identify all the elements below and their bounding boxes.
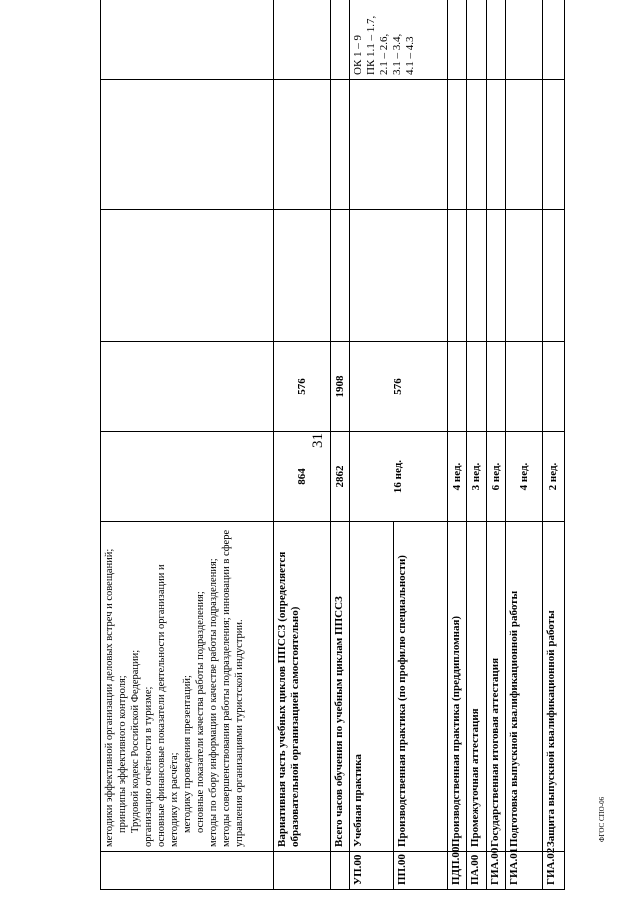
footer-code: ФГОС СПО-06: [598, 796, 606, 842]
curriculum-table: [100, 0, 565, 890]
knowledge-line: принципы эффективного контроля;: [117, 675, 128, 833]
table-row: [350, 0, 393, 890]
max-hours-cell: 864: [274, 432, 330, 522]
table-row: [447, 0, 467, 890]
code-cell: ГИА.01: [506, 852, 543, 890]
knowledge-line: методики эффективной организации деловых встреч и совещаний;: [104, 548, 115, 847]
code-cell: [274, 852, 330, 890]
code-cell: [330, 852, 350, 890]
name-cell: Вариативная часть учебных циклов ППССЗ (определяется образовательной организацией самостоятельно): [274, 522, 330, 852]
table-row: [486, 0, 506, 890]
name-cell: Производственная практика (по профилю специальности): [393, 522, 447, 852]
knowledge-line: основные финансовые показатели деятельности организации и методику их расчёта;: [156, 564, 180, 847]
table-row: [543, 0, 565, 890]
competencies-cell: ОК 1 – 9 ПК 1.1 – 1.7, 2.1 – 2.6, 3.1 – 3.4, 4.1 – 4.3: [350, 0, 448, 80]
table-row: [330, 0, 350, 890]
max-hours-cell: 4 нед.: [506, 432, 543, 522]
table-row: [467, 0, 487, 890]
knowledge-line: организацию отчётности в туризме;: [143, 686, 154, 847]
table-row: [274, 0, 330, 890]
required-hours-cell: 1908: [330, 342, 350, 432]
max-hours-cell: 2 нед.: [543, 432, 565, 522]
table-row: [506, 0, 543, 890]
knowledge-line: Трудовой кодекс Российской Федерации;: [130, 649, 141, 833]
knowledge-line: методы совершенствования работы подразделения; инновации в сфере управления организациями туристской индустрии.: [221, 529, 245, 847]
max-hours-cell: 4 нед.: [447, 432, 467, 522]
code-cell: ПП.00: [393, 852, 447, 890]
knowledge-line: методику проведения презентаций;: [182, 675, 193, 833]
name-cell: Промежуточная аттестация: [467, 522, 487, 852]
knowledge-line: методы по сбору информации о качестве работы подразделения;: [208, 558, 219, 847]
max-hours-cell: 2862: [330, 432, 350, 522]
page-number: 31: [310, 433, 326, 448]
knowledge-list: [101, 522, 274, 852]
required-hours-cell: 576: [350, 342, 448, 432]
name-cell: Учебная практика: [350, 522, 393, 852]
knowledge-line: основные показатели качества работы подразделения;: [195, 591, 206, 833]
max-hours-cell: 3 нед.: [467, 432, 487, 522]
name-cell: Защита выпускной квалификационной работы: [543, 522, 565, 852]
max-hours-cell: 6 нед.: [486, 432, 506, 522]
code-cell: [101, 852, 274, 890]
code-cell: ПДП.00: [447, 852, 467, 890]
name-cell: Производственная практика (преддипломная): [447, 522, 467, 852]
curriculum-table-page: [100, 0, 565, 890]
name-cell: Всего часов обучения по учебным циклам ППССЗ: [330, 522, 350, 852]
max-hours-cell: 16 нед.: [350, 432, 448, 522]
code-cell: ПА.00: [467, 852, 487, 890]
code-cell: ГИА.00: [486, 852, 506, 890]
name-cell: Подготовка выпускной квалификационной работы: [506, 522, 543, 852]
code-cell: УП.00: [350, 852, 393, 890]
name-cell: Государственная итоговая аттестация: [486, 522, 506, 852]
required-hours-cell: 576: [274, 342, 330, 432]
code-cell: ГИА.02: [543, 852, 565, 890]
table-row: [101, 0, 274, 890]
